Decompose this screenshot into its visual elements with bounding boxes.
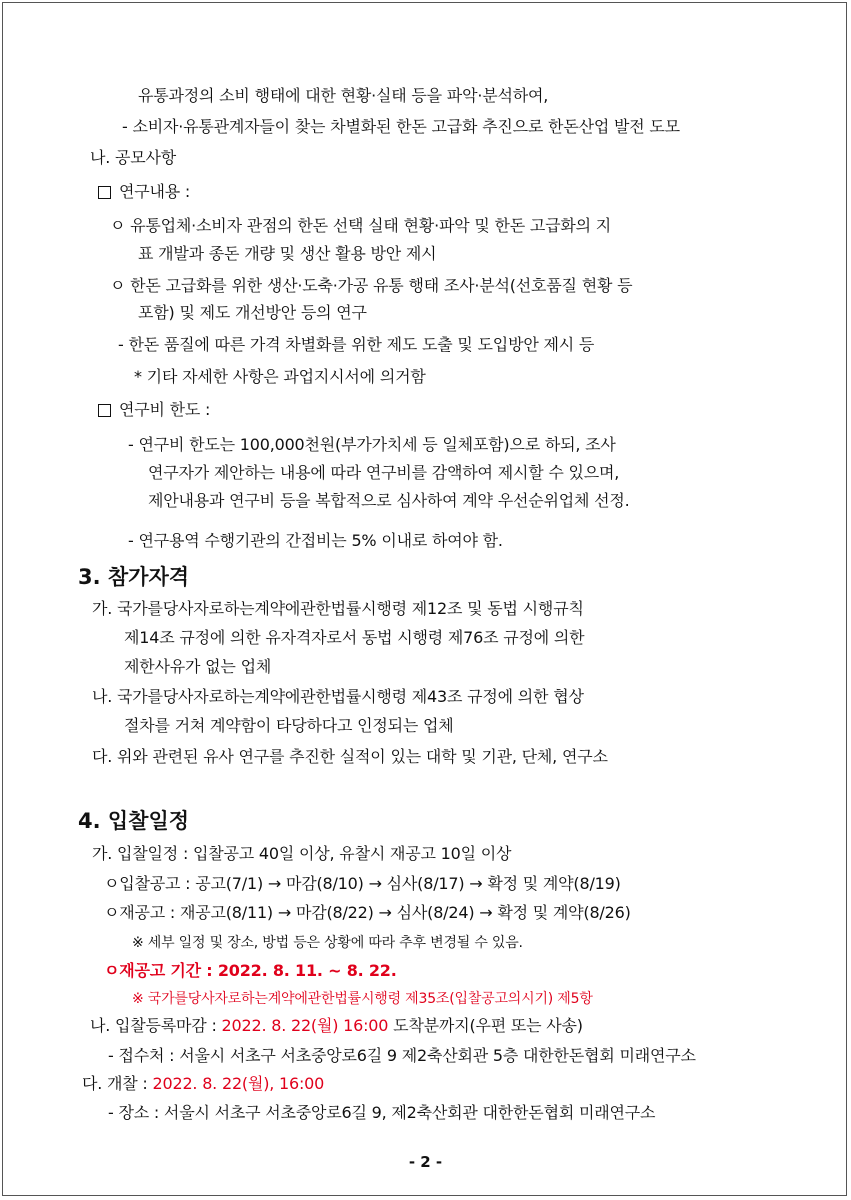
text-line: 포함) 및 제도 개선방안 등의 연구 (138, 303, 367, 322)
text-line: 가. 국가를당사자로하는계약에관한법률시행령 제12조 및 동법 시행규칙 (92, 599, 584, 618)
box-item (98, 181, 190, 203)
box-item (98, 399, 210, 421)
note-line: * 기타 자세한 사항은 과업지시서에 의거함 (134, 367, 426, 386)
text-line: ㅇ입찰공고 : 공고(7/1) → 마감(8/10) → 심사(8/17) → 확정 및 계약(8/19) (104, 874, 621, 893)
text-line: - 한돈 품질에 따른 가격 차별화를 위한 제도 도출 및 도입방안 제시 등 (118, 335, 595, 354)
text-line: 유통과정의 소비 행태에 대한 현황·실태 등을 파악·분석하여, (138, 86, 549, 105)
text-line: ㅇ재공고 : 재공고(8/11) → 마감(8/22) → 심사(8/24) → 확정 및 계약(8/26) (104, 903, 631, 922)
legal-note-red: ※ 국가를당사자로하는계약에관한법률시행령 제35조(입찰공고의시기) 제5항 (132, 991, 593, 1007)
text-line: 절차를 거쳐 계약함이 타당하다고 인정되는 업체 (124, 716, 454, 735)
section-heading: 3. 참가자격 (78, 565, 190, 589)
checkbox-square-icon (98, 404, 111, 417)
text-line: - 연구용역 수행기관의 간접비는 5% 이내로 하여야 함. (128, 531, 503, 550)
registration-deadline-line (90, 1015, 583, 1037)
text-line: - 접수처 : 서울시 서초구 서초중앙로6길 9 제2축산회관 5층 대한한돈협회 미래연구소 (108, 1046, 696, 1065)
registration-label: 나. 입찰등록마감 : (90, 1016, 222, 1035)
text-line: 표 개발과 종돈 개량 및 생산 활용 방안 제시 (138, 244, 437, 263)
section-heading: 4. 입찰일정 (78, 809, 190, 833)
text-line: ㅇ 유통업체·소비자 관점의 한돈 선택 실태 현황·파악 및 한돈 고급화의 지 (110, 216, 612, 235)
opening-date: 2022. 8. 22(월), 16:00 (152, 1074, 325, 1093)
note-line: ※ 세부 일정 및 장소, 방법 등은 상황에 따라 추후 변경될 수 있음. (132, 935, 523, 951)
box-item-label: 연구비 한도 : (119, 400, 211, 419)
text-line: 연구자가 제안하는 내용에 따라 연구비를 감액하여 제시할 수 있으며, (148, 463, 620, 482)
box-item-label: 연구내용 : (119, 182, 191, 201)
subsection-heading: 나. 공모사항 (90, 148, 177, 167)
text-line: 제한사유가 없는 업체 (124, 657, 272, 676)
rebid-period-highlight: ㅇ재공고 기간 : 2022. 8. 11. ~ 8. 22. (104, 961, 397, 980)
text-line: 다. 위와 관련된 유사 연구를 추진한 실적이 있는 대학 및 기관, 단체, 연구소 (92, 747, 608, 766)
checkbox-square-icon (98, 186, 111, 199)
registration-date: 2022. 8. 22(월) 16:00 (221, 1016, 389, 1035)
text-line: 제안내용과 연구비 등을 복합적으로 심사하여 계약 우선순위업체 선정. (148, 491, 630, 510)
text-line: 제14조 규정에 의한 유자격자로서 동법 시행령 제76조 규정에 의한 (124, 628, 585, 647)
text-line: ㅇ 한돈 고급화를 위한 생산·도축·가공 유통 행태 조사·분석(선호품질 현황 등 (110, 276, 633, 295)
opening-line (82, 1073, 324, 1095)
text-line: - 장소 : 서울시 서초구 서초중앙로6길 9, 제2축산회관 대한한돈협회 미래연구소 (108, 1103, 656, 1122)
text-line: - 연구비 한도는 100,000천원(부가가치세 등 일체포함)으로 하되, 조사 (128, 435, 616, 454)
text-line: - 소비자·유통관계자들이 찾는 차별화된 한돈 고급화 추진으로 한돈산업 발전 도모 (122, 117, 680, 136)
page-number: - 2 - (408, 1153, 443, 1171)
opening-label: 다. 개찰 : (82, 1074, 153, 1093)
registration-note: 도착분까지(우편 또는 사송) (388, 1016, 583, 1035)
text-line: 나. 국가를당사자로하는계약에관한법률시행령 제43조 규정에 의한 협상 (92, 687, 584, 706)
text-line: 가. 입찰일정 : 입찰공고 40일 이상, 유찰시 재공고 10일 이상 (92, 844, 512, 863)
